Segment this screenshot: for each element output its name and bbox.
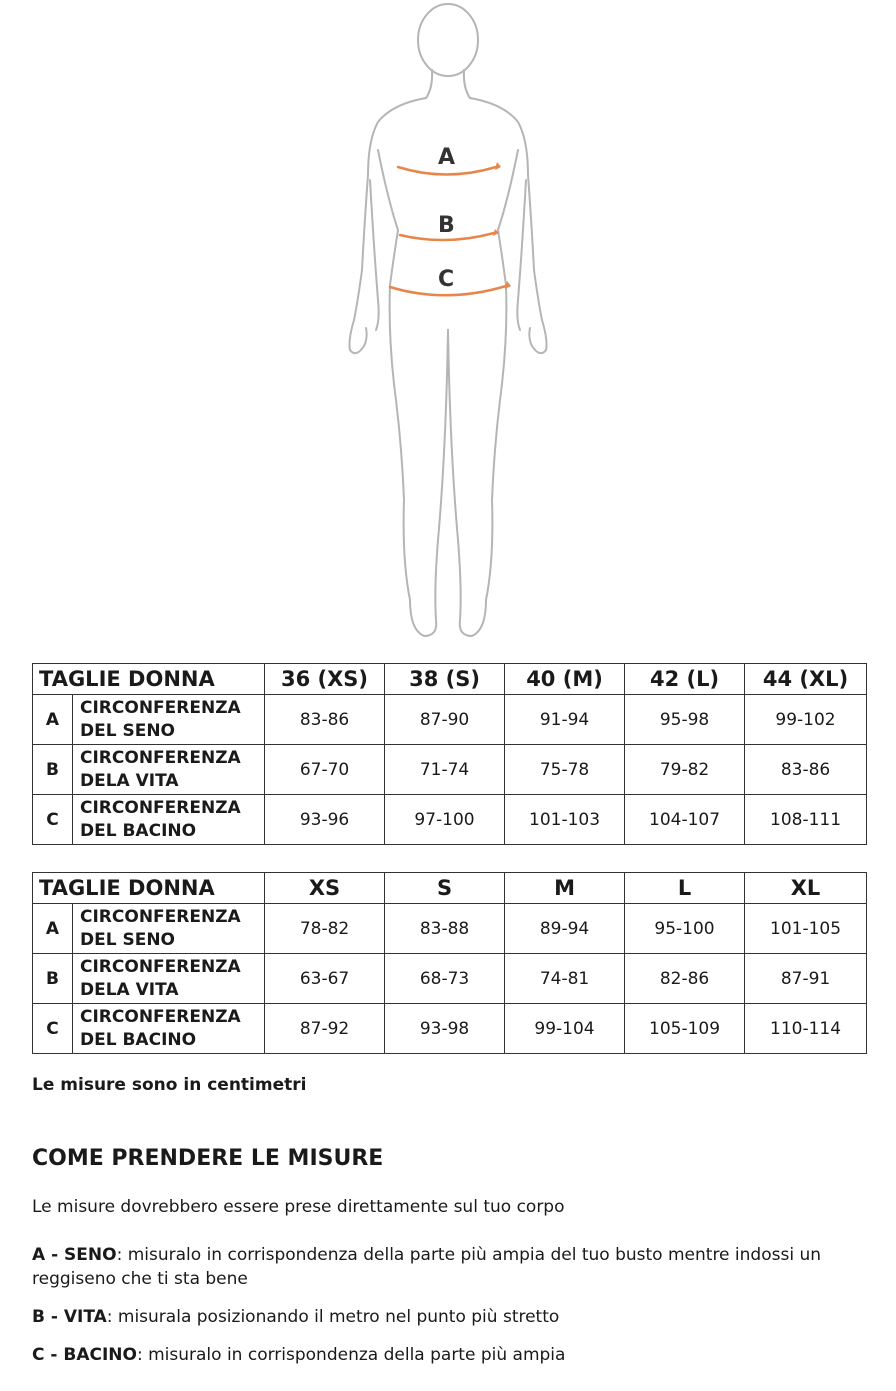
header-cell: XS xyxy=(265,873,385,904)
body-figure xyxy=(0,0,896,650)
table-cell: 78-82 xyxy=(265,904,385,954)
table-cell: 99-102 xyxy=(745,695,867,745)
header-cell: TAGLIE DONNA xyxy=(33,664,265,695)
table-cell: 93-98 xyxy=(385,1004,505,1054)
row-letter: A xyxy=(33,695,73,745)
instruction-hips: C - BACINO: misuralo in corrispondenza della parte più ampia xyxy=(32,1345,566,1365)
instruction-waist: B - VITA: misurala posizionando il metro nel punto più stretto xyxy=(32,1307,560,1327)
table-cell: 68-73 xyxy=(385,954,505,1004)
row-description: CIRCONFERENZA DEL BACINO xyxy=(73,1004,265,1054)
table-cell: 108-111 xyxy=(745,795,867,845)
label-c: C xyxy=(438,267,455,292)
table-cell: 105-109 xyxy=(625,1004,745,1054)
header-cell: 38 (S) xyxy=(385,664,505,695)
table-header-row xyxy=(33,664,867,695)
table-cell: 101-103 xyxy=(505,795,625,845)
table-row xyxy=(33,954,867,1004)
table-cell: 95-98 xyxy=(625,695,745,745)
table-row xyxy=(33,795,867,845)
table-cell: 67-70 xyxy=(265,745,385,795)
intro-text: Le misure dovrebbero essere prese direttamente sul tuo corpo xyxy=(32,1197,565,1217)
table-cell: 99-104 xyxy=(505,1004,625,1054)
row-description: CIRCONFERENZA DELA VITA xyxy=(73,745,265,795)
header-cell: L xyxy=(625,873,745,904)
table-cell: 89-94 xyxy=(505,904,625,954)
row-letter: A xyxy=(33,904,73,954)
table-cell: 75-78 xyxy=(505,745,625,795)
header-cell: M xyxy=(505,873,625,904)
row-description: CIRCONFERENZA DEL BACINO xyxy=(73,795,265,845)
header-cell: 44 (XL) xyxy=(745,664,867,695)
table-cell: 104-107 xyxy=(625,795,745,845)
row-description: CIRCONFERENZA DEL SENO xyxy=(73,904,265,954)
table-row xyxy=(33,745,867,795)
size-table-letters xyxy=(32,872,867,1054)
row-description: CIRCONFERENZA DELA VITA xyxy=(73,954,265,1004)
table-cell: 87-90 xyxy=(385,695,505,745)
table-cell: 93-96 xyxy=(265,795,385,845)
units-note: Le misure sono in centimetri xyxy=(32,1075,307,1095)
table-cell: 63-67 xyxy=(265,954,385,1004)
header-cell: 40 (M) xyxy=(505,664,625,695)
table-cell: 91-94 xyxy=(505,695,625,745)
header-cell: TAGLIE DONNA xyxy=(33,873,265,904)
table-cell: 110-114 xyxy=(745,1004,867,1054)
header-cell: 36 (XS) xyxy=(265,664,385,695)
table-cell: 87-92 xyxy=(265,1004,385,1054)
table-row xyxy=(33,904,867,954)
header-cell: S xyxy=(385,873,505,904)
table-row xyxy=(33,1004,867,1054)
table-cell: 79-82 xyxy=(625,745,745,795)
header-cell: XL xyxy=(745,873,867,904)
table-cell: 97-100 xyxy=(385,795,505,845)
table-cell: 83-88 xyxy=(385,904,505,954)
table-cell: 74-81 xyxy=(505,954,625,1004)
row-description: CIRCONFERENZA DEL SENO xyxy=(73,695,265,745)
label-a: A xyxy=(438,145,456,170)
table-cell: 82-86 xyxy=(625,954,745,1004)
table-cell: 101-105 xyxy=(745,904,867,954)
table-cell: 95-100 xyxy=(625,904,745,954)
section-title: COME PRENDERE LE MISURE xyxy=(32,1146,384,1171)
table-cell: 83-86 xyxy=(265,695,385,745)
size-table-numeric xyxy=(32,663,867,845)
table-cell: 87-91 xyxy=(745,954,867,1004)
table-row xyxy=(33,695,867,745)
instruction-bust: A - SENO: misuralo in corrispondenza della parte più ampia del tuo busto mentre indossi un reggiseno che ti sta bene xyxy=(32,1245,821,1289)
row-letter: C xyxy=(33,1004,73,1054)
row-letter: C xyxy=(33,795,73,845)
header-cell: 42 (L) xyxy=(625,664,745,695)
table-cell: 83-86 xyxy=(745,745,867,795)
table-header-row xyxy=(33,873,867,904)
row-letter: B xyxy=(33,745,73,795)
row-letter: B xyxy=(33,954,73,1004)
female-silhouette xyxy=(0,0,896,650)
table-cell: 71-74 xyxy=(385,745,505,795)
label-b: B xyxy=(438,213,455,238)
